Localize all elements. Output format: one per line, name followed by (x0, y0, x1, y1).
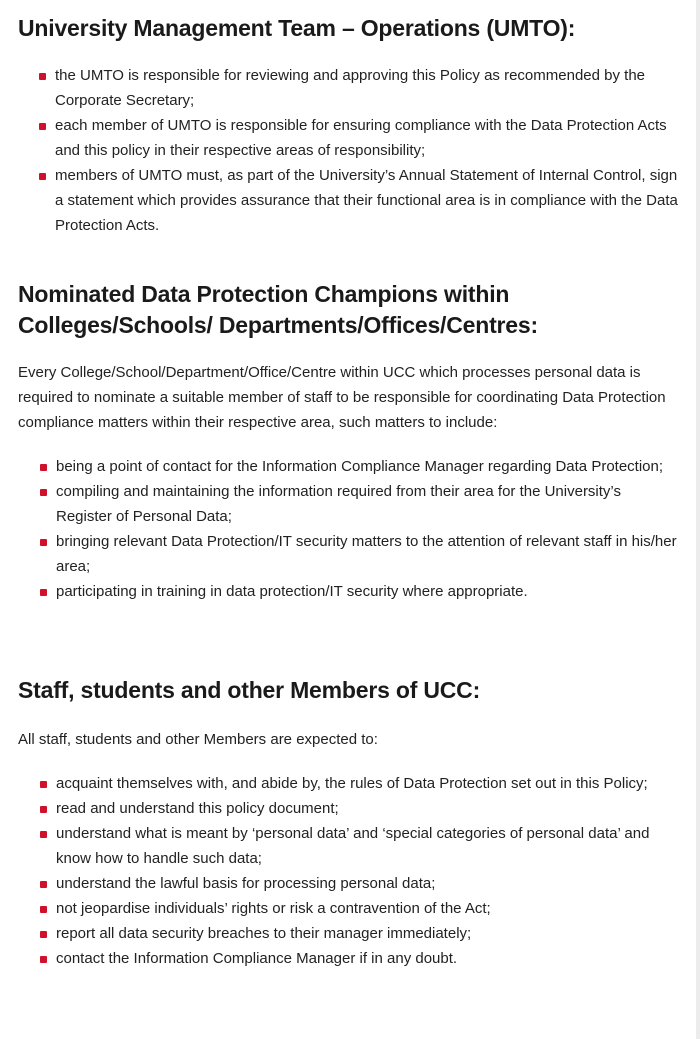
bullet-icon (40, 956, 47, 963)
bullet-list (18, 771, 680, 971)
list-item: bringing relevant Data Protection/IT security matters to the attention of relevant staff in his/her area; (18, 529, 680, 579)
list-item: read and understand this policy document; (18, 796, 680, 821)
section-champions (18, 279, 680, 604)
section-heading: University Management Team – Operations (UMTO): (18, 15, 576, 41)
bullet-icon (40, 464, 47, 471)
bullet-icon (40, 589, 47, 596)
list-item: understand what is meant by ‘personal data’ and ‘special categories of personal data’ and know how to handle such data; (18, 821, 680, 871)
section-heading: Nominated Data Protection Champions within Colleges/Schools/ Departments/Offices/Centres: (18, 281, 538, 338)
section-intro: All staff, students and other Members are expected to: (18, 731, 378, 748)
bullet-list (18, 63, 680, 238)
bullet-icon (40, 806, 47, 813)
section-intro: Every College/School/Department/Office/Centre within UCC which processes personal data is required to nominate a suitable member of staff to be responsible for coordinating Data Protection compliance matters within their respective area, such matters to include: (18, 364, 666, 431)
scrollbar-track[interactable] (696, 0, 700, 1039)
section-umto (18, 13, 680, 238)
list-item: acquaint themselves with, and abide by, the rules of Data Protection set out in this Policy; (18, 771, 680, 796)
list-item: report all data security breaches to their manager immediately; (18, 921, 680, 946)
bullet-icon (40, 881, 47, 888)
list-item: members of UMTO must, as part of the University’s Annual Statement of Internal Control, sign a statement which provides assurance that their functional area is in compliance with the Data Protection Acts. (18, 163, 680, 238)
bullet-icon (39, 123, 46, 130)
bullet-list (18, 454, 680, 604)
list-item: the UMTO is responsible for reviewing and approving this Policy as recommended by the Corporate Secretary; (18, 63, 680, 113)
bullet-icon (40, 906, 47, 913)
list-item: contact the Information Compliance Manager if in any doubt. (18, 946, 680, 971)
section-heading: Staff, students and other Members of UCC: (18, 677, 481, 703)
bullet-icon (40, 489, 47, 496)
list-item: being a point of contact for the Information Compliance Manager regarding Data Protection; (18, 454, 680, 479)
list-item: understand the lawful basis for processing personal data; (18, 871, 680, 896)
bullet-icon (39, 73, 46, 80)
list-item: each member of UMTO is responsible for ensuring compliance with the Data Protection Acts and this policy in their respective areas of responsibility; (18, 113, 680, 163)
list-item: compiling and maintaining the information required from their area for the University’s Register of Personal Data; (18, 479, 680, 529)
bullet-icon (40, 831, 47, 838)
list-item: not jeopardise individuals’ rights or risk a contravention of the Act; (18, 896, 680, 921)
bullet-icon (39, 173, 46, 180)
section-staff-students (18, 675, 680, 971)
bullet-icon (40, 931, 47, 938)
bullet-icon (40, 539, 47, 546)
list-item: participating in training in data protection/IT security where appropriate. (18, 579, 680, 604)
bullet-icon (40, 781, 47, 788)
